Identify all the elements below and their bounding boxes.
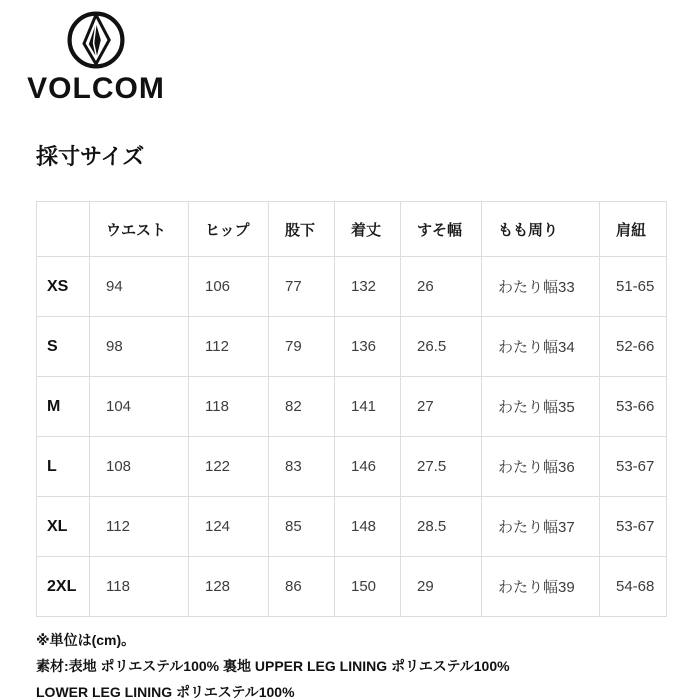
size-cell: 2XL [37, 557, 90, 617]
value-cell: わたり幅33 [482, 257, 600, 317]
col-header-hem-width: すそ幅 [401, 202, 482, 257]
value-cell: 112 [90, 497, 189, 557]
value-cell: わたり幅34 [482, 317, 600, 377]
value-cell: 77 [269, 257, 335, 317]
table-row [37, 257, 667, 317]
value-cell: 136 [335, 317, 401, 377]
value-cell: 83 [269, 437, 335, 497]
value-cell: 53-66 [600, 377, 667, 437]
value-cell: 112 [189, 317, 269, 377]
value-cell: わたり幅39 [482, 557, 600, 617]
value-cell: 150 [335, 557, 401, 617]
value-cell: 106 [189, 257, 269, 317]
value-cell: 104 [90, 377, 189, 437]
volcom-logo [22, 10, 170, 106]
value-cell: 94 [90, 257, 189, 317]
table-row [37, 497, 667, 557]
col-header-hip: ヒップ [189, 202, 269, 257]
table-row [37, 437, 667, 497]
value-cell: 141 [335, 377, 401, 437]
size-table [36, 201, 667, 617]
value-cell: わたり幅36 [482, 437, 600, 497]
table-header-row [37, 202, 667, 257]
material-note-line1: 素材:表地 ポリエステル100% 裏地 UPPER LEG LINING ポリエステル100% [36, 658, 510, 674]
value-cell: 29 [401, 557, 482, 617]
value-cell: 28.5 [401, 497, 482, 557]
value-cell: 108 [90, 437, 189, 497]
table-row [37, 557, 667, 617]
size-cell: S [37, 317, 90, 377]
value-cell: 27 [401, 377, 482, 437]
value-cell: 86 [269, 557, 335, 617]
value-cell: 54-68 [600, 557, 667, 617]
page-title: 採寸サイズ [36, 144, 145, 169]
col-header-length: 着丈 [335, 202, 401, 257]
value-cell: 79 [269, 317, 335, 377]
value-cell: 98 [90, 317, 189, 377]
value-cell: 26.5 [401, 317, 482, 377]
value-cell: わたり幅35 [482, 377, 600, 437]
value-cell: 118 [90, 557, 189, 617]
footnotes [36, 627, 700, 700]
value-cell: 146 [335, 437, 401, 497]
value-cell: 51-65 [600, 257, 667, 317]
value-cell: 52-66 [600, 317, 667, 377]
table-row [37, 377, 667, 437]
size-cell: L [37, 437, 90, 497]
table-row [37, 317, 667, 377]
unit-note: ※単位は(cm)。 [36, 632, 136, 648]
value-cell: 128 [189, 557, 269, 617]
value-cell: 122 [189, 437, 269, 497]
value-cell: 53-67 [600, 497, 667, 557]
volcom-stone-icon [66, 10, 126, 70]
value-cell: 132 [335, 257, 401, 317]
volcom-wordmark: VOLCOM [27, 72, 165, 105]
value-cell: わたり幅37 [482, 497, 600, 557]
value-cell: 27.5 [401, 437, 482, 497]
value-cell: 53-67 [600, 437, 667, 497]
col-header-size [37, 202, 90, 257]
value-cell: 124 [189, 497, 269, 557]
col-header-thigh: もも周り [482, 202, 600, 257]
value-cell: 26 [401, 257, 482, 317]
col-header-inseam: 股下 [269, 202, 335, 257]
value-cell: 118 [189, 377, 269, 437]
size-cell: M [37, 377, 90, 437]
size-cell: XS [37, 257, 90, 317]
col-header-waist: ウエスト [90, 202, 189, 257]
value-cell: 85 [269, 497, 335, 557]
col-header-strap: 肩紐 [600, 202, 667, 257]
value-cell: 82 [269, 377, 335, 437]
size-cell: XL [37, 497, 90, 557]
value-cell: 148 [335, 497, 401, 557]
material-note-line2: LOWER LEG LINING ポリエステル100% [36, 684, 295, 700]
